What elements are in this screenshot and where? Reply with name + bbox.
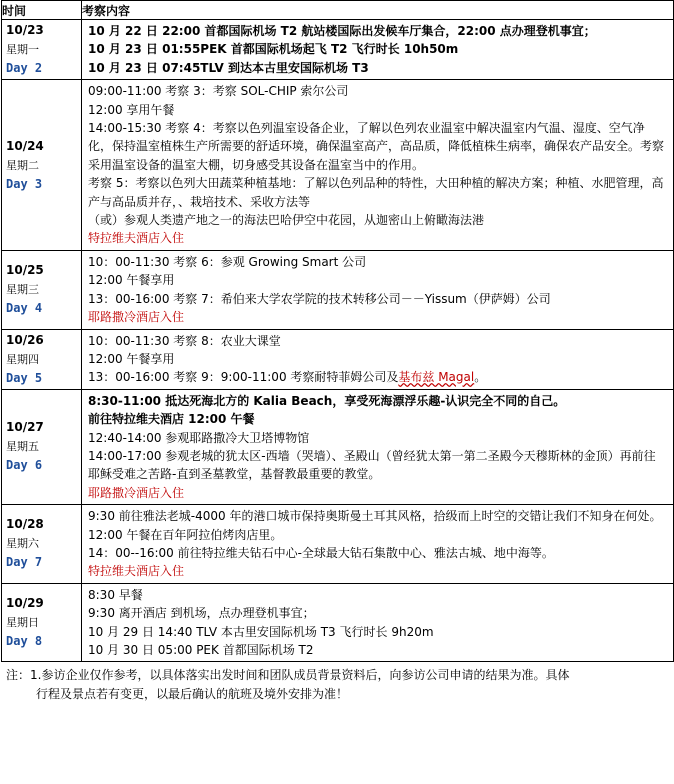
content-cell <box>82 20 674 80</box>
day-number: Day 4 <box>6 301 43 316</box>
schedule-line: 13：00-16:00 考察 7：希伯来大学农学院的技术转移公司－－Yissum（伊萨姆）公司 <box>88 291 551 306</box>
date-cell <box>2 250 82 329</box>
day-row <box>2 250 674 329</box>
schedule-line: 8:30 早餐 <box>88 587 143 602</box>
footnote-line-1: 注：1.参访企业仅作参考，以具体落实出发时间和团队成员背景资料后，向参访公司申请的结果为准。具体 <box>6 668 570 683</box>
day-number: Day 7 <box>6 555 43 570</box>
schedule-line: 前往特拉维夫酒店 12:00 午餐 <box>88 412 255 427</box>
date: 10/29 <box>6 596 44 611</box>
date: 10/26 <box>6 332 44 347</box>
day-row <box>2 389 674 504</box>
date: 10/27 <box>6 420 44 435</box>
weekday: 星期二 <box>6 158 39 172</box>
weekday: 星期一 <box>6 43 39 57</box>
schedule-line: 12:40-14:00 参观耶路撒冷大卫塔博物馆 <box>88 430 310 445</box>
date-cell <box>2 329 82 389</box>
content-cell <box>82 80 674 251</box>
schedule-line: 10 月 23 日 07:45TLV 到达本古里安国际机场 T3 <box>88 60 369 75</box>
date-cell <box>2 389 82 504</box>
day-number: Day 8 <box>6 634 43 649</box>
schedule-line: 14:00-15:30 考察 4：考察以色列温室设备企业，了解以色列农业温室中解决温室内气温、湿度、空气净化，保持温室植株生产所需要的舒适环境，确保温室高产，高品质，降低植株生病率，确保农产品安全。考察采用温室设备的温室大棚，切身感受其设备在温室当中的作用。 <box>88 121 665 172</box>
schedule-segment: 。 <box>474 370 487 385</box>
schedule-line: 14：00--16:00 前往特拉维夫钻石中心-全球最大钻石集散中心、雅法古城、地中海等。 <box>88 545 554 560</box>
schedule-line: 特拉维夫酒店入住 <box>88 231 185 246</box>
day-row <box>2 80 674 251</box>
day-number: Day 5 <box>6 370 43 385</box>
content-cell <box>82 329 674 389</box>
day-row <box>2 329 674 389</box>
schedule-line: 12:00 午餐享用 <box>88 351 175 366</box>
content-cell <box>82 250 674 329</box>
header-content: 考察内容 <box>82 1 674 20</box>
schedule-line <box>88 368 667 386</box>
day-number: Day 6 <box>6 458 43 473</box>
day-row <box>2 505 674 584</box>
content-cell <box>82 389 674 504</box>
itinerary-rows <box>2 20 674 662</box>
schedule-line: 10 月 30 日 05:00 PEK 首都国际机场 T2 <box>88 643 314 657</box>
schedule-line: 9:30 前往雅法老城-4000 年的港口城市保持奥斯曼土耳其风格，拾级而上时空的交错让我们不知身在何处。 <box>88 509 662 524</box>
date: 10/24 <box>6 138 44 153</box>
schedule-line: 14:00-17:00 参观老城的犹太区-西墙（哭墙）、圣殿山（曾经犹太第一第二圣殿今天穆斯林的金顶）再前往耶稣受难之苦路-直到圣墓教堂，基督教最重要的教堂。 <box>88 448 656 482</box>
schedule-line: （或）参观人类遗产地之一的海法巴哈伊空中花园，从迦密山上俯瞰海法港 <box>88 213 485 228</box>
weekday: 星期四 <box>6 352 39 366</box>
schedule-line: 10：00-11:30 考察 6：参观 Growing Smart 公司 <box>88 254 367 269</box>
table-header-row <box>2 1 674 20</box>
date: 10/25 <box>6 263 44 278</box>
schedule-segment: 13：00-16:00 考察 9：9:00-11:00 考察耐特菲姆公司及 <box>88 370 399 385</box>
date: 10/23 <box>6 23 44 38</box>
schedule-line: 09:00-11:00 考察 3：考察 SOL-CHIP 索尔公司 <box>88 84 349 99</box>
schedule-line: 10 月 23 日 01:55PEK 首都国际机场起飞 T2 飞行时长 10h50m <box>88 42 459 57</box>
schedule-line: 9:30 离开酒店 到机场，点办理登机事宜； <box>88 606 315 621</box>
date-cell <box>2 20 82 80</box>
schedule-line: 10 月 29 日 14:40 TLV 本古里安国际机场 T3 飞行时长 9h20m <box>88 624 434 639</box>
footnote <box>0 662 674 704</box>
weekday: 星期五 <box>6 440 39 454</box>
schedule-segment: 基布兹 Magal <box>398 370 475 385</box>
schedule-line: 10 月 22 日 22:00 首都国际机场 T2 航站楼国际出发候车厅集合，22:00 点办理登机事宜； <box>88 24 596 38</box>
schedule-line: 特拉维夫酒店入住 <box>88 564 185 579</box>
schedule-line: 8:30-11:00 抵达死海北方的 Kalia Beach，享受死海漂浮乐趣-认识完全不同的自己。 <box>88 393 566 408</box>
footnote-line-2: 行程及景点若有变更，以最后确认的航班及境外安排为准！ <box>36 687 349 702</box>
date-cell <box>2 505 82 584</box>
day-number: Day 2 <box>6 61 43 76</box>
schedule-line: 10：00-11:30 考察 8：农业大课堂 <box>88 333 281 348</box>
schedule-line: 耶路撒冷酒店入住 <box>88 310 185 325</box>
schedule-line: 耶路撒冷酒店入住 <box>88 485 185 500</box>
content-cell <box>82 505 674 584</box>
weekday: 星期日 <box>6 616 39 630</box>
day-row <box>2 20 674 80</box>
itinerary-table <box>1 0 674 662</box>
date-cell <box>2 583 82 662</box>
header-time: 时间 <box>2 1 82 20</box>
schedule-line: 12:00 午餐在百年阿拉伯烤肉店里。 <box>88 527 283 542</box>
day-number: Day 3 <box>6 176 43 191</box>
date: 10/28 <box>6 517 44 532</box>
schedule-line: 12:00 午餐享用 <box>88 273 175 288</box>
schedule-line: 考察 5：考察以色列大田蔬菜种植基地：了解以色列品种的特性，大田种植的解决方案；种植、水肥管理，高产与高品质并存，、栽培技术、采收方法等 <box>88 176 664 209</box>
date-cell <box>2 80 82 251</box>
schedule-line: 12:00 享用午餐 <box>88 102 175 117</box>
weekday: 星期三 <box>6 283 39 297</box>
weekday: 星期六 <box>6 537 39 551</box>
day-row <box>2 583 674 662</box>
content-cell <box>82 583 674 662</box>
